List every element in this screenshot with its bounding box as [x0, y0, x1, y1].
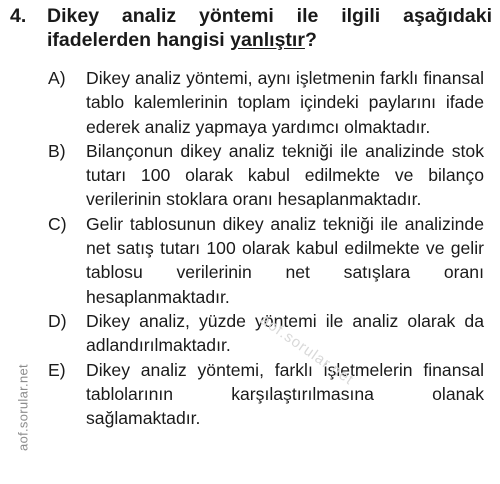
option-text: Dikey analiz yöntemi, aynı işletmenin farklı finansal tablo kalemlerinin toplam içindeki paylarını ifade ederek analiz yapmaya yardımcı olmaktadır.: [86, 68, 484, 137]
question-number: 4.: [10, 5, 27, 27]
option-text: Dikey analiz, yüzde yöntemi ile analiz olarak da adlandırılmaktadır.: [86, 310, 484, 356]
option-text: Dikey analiz yöntemi, farklı işletmelerin finansal tablolarının karşılaştırılmasına olanak sağlamaktadır.: [86, 359, 484, 429]
option-c[interactable]: [48, 212, 484, 309]
option-text: Bilançonun dikey analiz tekniği ile analizinde stok tutarı 100 olarak kabul edilmekte ve bilanço verilerinin stoklara oranı hesaplanmaktadır.: [86, 140, 484, 210]
question: [10, 4, 492, 52]
diagonal-watermark: aof.sorular.net: [257, 311, 358, 389]
question-emphasis: yanlıştır: [230, 29, 305, 51]
side-watermark: aof.sorular.net: [15, 364, 31, 451]
option-text: Gelir tablosunun dikey analiz tekniği ile analizinde net satış tutarı 100 olarak kabul edilmekte ve gelir tablosu verilerinin net satışlara oranı hesaplanmaktadır.: [86, 213, 484, 307]
option-letter: D): [48, 310, 67, 331]
question-text: [47, 4, 492, 52]
option-letter: C): [48, 213, 67, 234]
question-text-before: Dikey analiz yöntemi ile ilgili aşağıdaki ifadelerden hangisi: [47, 5, 492, 51]
question-text-after: ?: [304, 29, 317, 51]
option-letter: B): [48, 140, 66, 161]
option-d[interactable]: [48, 309, 484, 358]
option-letter: E): [48, 359, 66, 380]
option-a[interactable]: [48, 66, 484, 139]
option-b[interactable]: [48, 139, 484, 212]
option-letter: A): [48, 68, 66, 88]
option-e[interactable]: [48, 358, 484, 431]
answer-options: [48, 66, 484, 430]
